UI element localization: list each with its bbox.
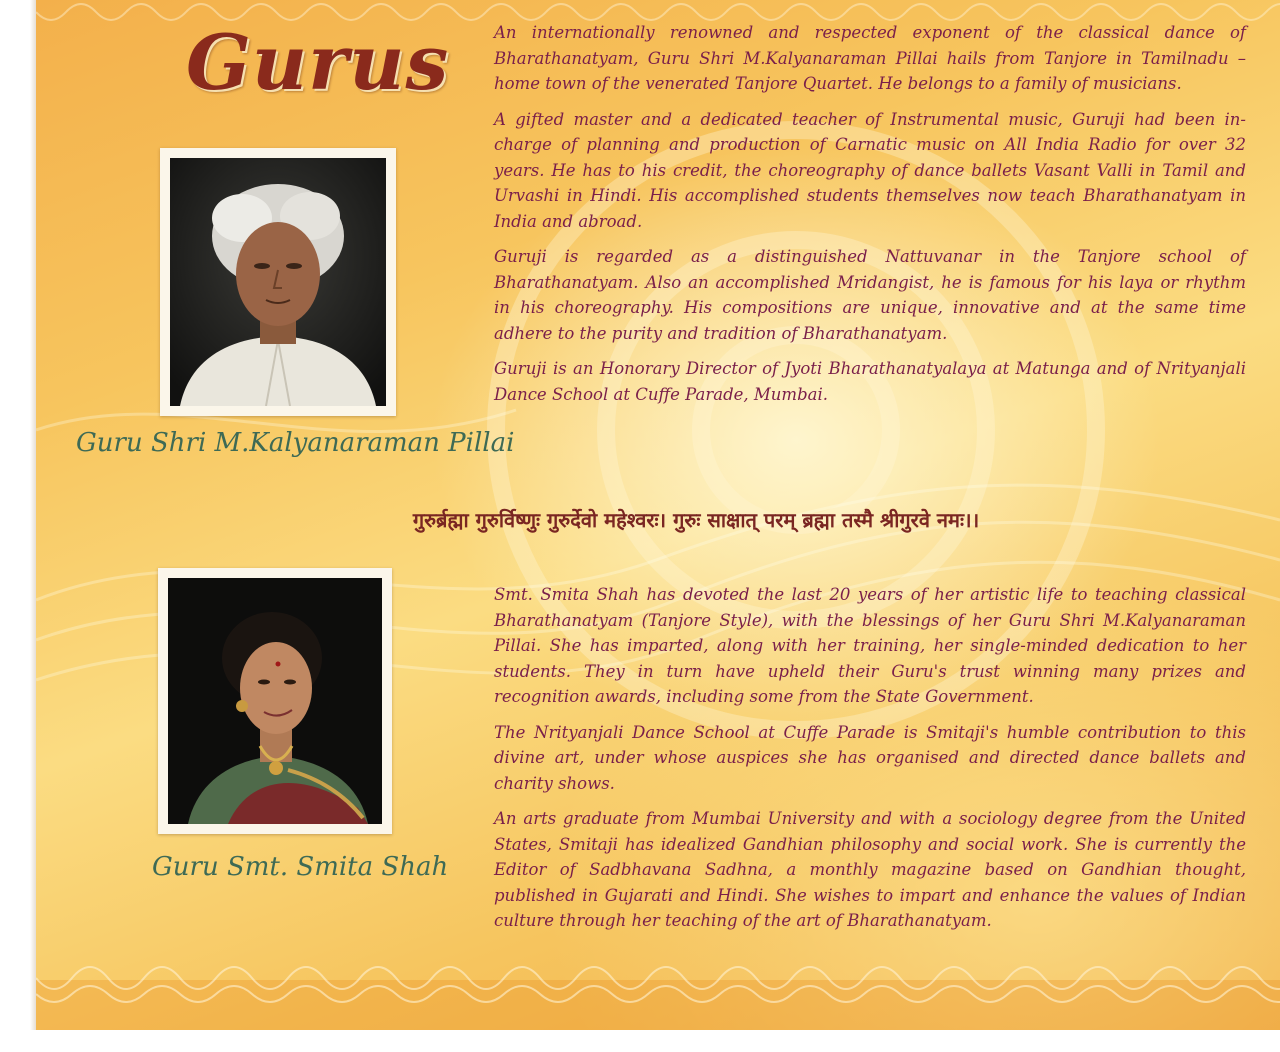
guru1-caption: Guru Shri M.Kalyanaraman Pillai bbox=[76, 428, 515, 458]
guru2-portrait-image bbox=[168, 578, 382, 824]
guru1-portrait-image bbox=[170, 158, 386, 406]
guru2-portrait-photo bbox=[168, 578, 382, 824]
guru1-paragraph: Guruji is regarded as a distinguished Nattuvanar in the Tanjore school of Bharathanatyam. Also an accomplished Mridangist, he is famous for his laya or rhythm in his choreography. His compositions are unique, innovative and at the same time adhere to the purity and tradition of Bharathanatyam. bbox=[494, 247, 1246, 343]
guru1-biography bbox=[494, 20, 1246, 417]
guru2-paragraph: An arts graduate from Mumbai University and with a sociology degree from the United States, Smitaji has idealized Gandhian philosophy and social work. She is currently the Editor of Sadbhavana Sadhna, a monthly magazine based on Gandhian thought, published in Gujarati and Hindi. She wishes to impart and enhance the values of Indian culture through her teaching of the art of Bharathanatyam. bbox=[494, 809, 1246, 930]
guru2-paragraph: Smt. Smita Shah has devoted the last 20 years of her artistic life to teaching classical Bharathanatyam (Tanjore Style), with the blessings of her Guru Shri M.Kalyanaraman Pillai. She has imparted, along with her training, her single-minded dedication to her students. They in turn have upheld their Guru's trust winning many prizes and recognition awards, including some from the State Government. bbox=[494, 585, 1246, 706]
guru1-paragraph: A gifted master and a dedicated teacher of Instrumental music, Guruji had been in-charge of planning and production of Carnatic music on All India Radio for over 32 years. He has to his credit, the choreography of dance ballets Vasant Valli in Tamil and Urvashi in Hindi. His accomplished students themselves now teach Bharathanatyam in India and abroad. bbox=[494, 109, 1246, 231]
guru2-paragraph: The Nrityanjali Dance School at Cuffe Parade is Smitaji's humble contribution to this divine art, under whose auspices she has organised and directed dance ballets and charity shows. bbox=[494, 722, 1246, 793]
sanskrit-mantra: गुरुर्ब्रह्मा गुरुर्विष्णुः गुरुर्देवो महेश्वरः। गुरुः साक्षात् परम् ब्रह्मा तस्मै श्रीगुरवे नमः।। bbox=[412, 508, 980, 532]
page-title: Gurus bbox=[186, 18, 450, 107]
guru1-portrait-photo bbox=[170, 158, 386, 406]
brochure-page bbox=[36, 0, 1280, 1030]
guru1-photo-frame bbox=[160, 148, 396, 416]
guru2-biography bbox=[494, 582, 1246, 944]
bottom-lace-border bbox=[36, 950, 1280, 1030]
guru1-paragraph: Guruji is an Honorary Director of Jyoti Bharathanatyalaya at Matunga and of Nrityanjali Dance School at Cuffe Parade, Mumbai. bbox=[494, 359, 1246, 404]
guru1-paragraph: An internationally renowned and respected exponent of the classical dance of Bharathanatyam, Guru Shri M.Kalyanaraman Pillai hails from Tanjore in Tamilnadu – home town of the venerated Tanjore Quartet. He belongs to a family of musicians. bbox=[494, 23, 1246, 93]
guru2-caption: Guru Smt. Smita Shah bbox=[152, 852, 449, 882]
guru2-photo-frame bbox=[158, 568, 392, 834]
